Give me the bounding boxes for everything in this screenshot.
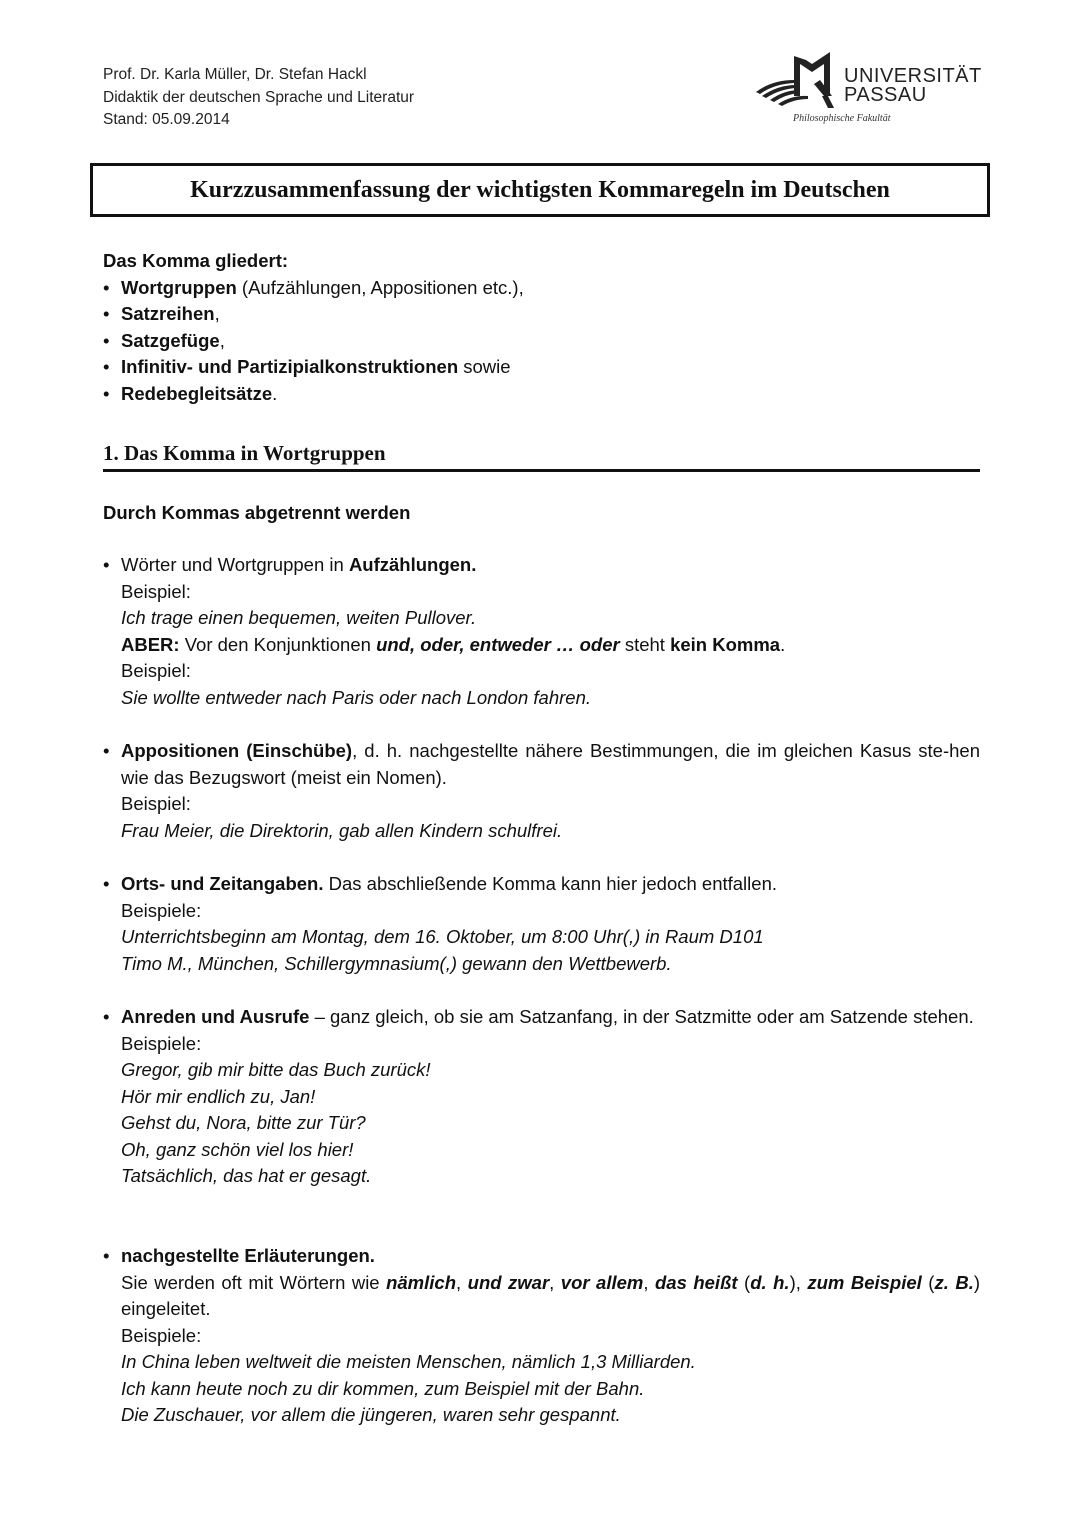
- rule-term: Aufzählungen.: [348, 554, 477, 575]
- example-text: Ich kann heute noch zu dir kommen, zum Beispiel mit der Bahn.: [121, 1377, 645, 1399]
- list-item-text: sowie: [458, 356, 511, 377]
- rule-text: Das abschließende Komma kann hier jedoch entfallen.: [323, 873, 777, 894]
- list-item: [103, 275, 983, 302]
- university-logo: [752, 50, 992, 130]
- bullet-icon: •: [103, 740, 110, 761]
- example-text: Timo M., München, Schillergymnasium(,) gewann den Wettbewerb.: [121, 952, 672, 974]
- document-title-box: [90, 163, 990, 217]
- example-text: Unterrichtsbeginn am Montag, dem 16. Oktober, um 8:00 Uhr(,) in Raum D101: [121, 926, 764, 947]
- example-label: Beispiel:: [121, 660, 191, 681]
- example-text: Die Zuschauer, vor allem die jüngeren, waren sehr gespannt.: [121, 1404, 621, 1425]
- intro-section: [103, 248, 983, 407]
- rule-anreden-ausrufe: [103, 1004, 980, 1190]
- example-text: In China leben weltweit die meisten Menschen, nämlich 1,3 Milliarden.: [121, 1351, 696, 1372]
- section-lead: Durch Kommas abgetrennt werden: [103, 502, 411, 523]
- example-label: Beispiele:: [121, 1324, 202, 1346]
- example-text: Gregor, gib mir bitte das Buch zurück!: [121, 1059, 431, 1080]
- example-text: Sie wollte entweder nach Paris oder nach London fahren.: [121, 686, 591, 708]
- example-text: Oh, ganz schön viel los hier!: [121, 1138, 354, 1160]
- rule-text: – ganz gleich, ob sie am Satzanfang, in der Satzmitte oder am Satzende stehen.: [309, 1006, 974, 1027]
- example-text: Hör mir endlich zu, Jan!: [121, 1085, 316, 1107]
- list-item-bold: Wortgruppen: [121, 276, 237, 298]
- logo-text-passau: PASSAU: [844, 84, 927, 106]
- example-text: Tatsächlich, das hat er gesagt.: [121, 1165, 372, 1186]
- rule-term: nachgestellte Erläuterungen.: [121, 1245, 375, 1266]
- rule-text: Wörter und Wortgruppen in: [121, 554, 349, 575]
- example-text: Ich trage einen bequemen, weiten Pullover.: [121, 607, 477, 628]
- intro-heading: Das Komma gliedert:: [103, 250, 289, 271]
- list-item: [103, 301, 983, 328]
- rule-aufzaehlungen: [103, 552, 980, 711]
- aber-note: ABER: Vor den Konjunktionen und, oder, entweder … oder steht kein Komma.: [121, 633, 786, 655]
- rule-orts-zeitangaben: [103, 871, 980, 977]
- list-item-text: (Aufzählungen, Appositionen etc.),: [236, 276, 524, 298]
- document-title: Kurzzusammenfassung der wichtigsten Kommaregeln im Deutschen: [190, 177, 890, 203]
- section-heading: 1. Das Komma in Wortgruppen: [103, 438, 980, 472]
- list-item-bold: Redebegleitsätze: [121, 382, 273, 404]
- authors: Prof. Dr. Karla Müller, Dr. Stefan Hackl: [103, 66, 367, 83]
- intro-list: [103, 275, 983, 408]
- list-item: [103, 354, 983, 381]
- example-text: Gehst du, Nora, bitte zur Tür?: [121, 1112, 366, 1133]
- rule-term: Appositionen (Einschübe): [121, 740, 353, 761]
- list-item-text: ,: [214, 303, 220, 324]
- rule-erlaeuterungen: [103, 1243, 980, 1429]
- bullet-icon: •: [103, 554, 110, 575]
- example-label: Beispiel:: [121, 580, 191, 602]
- list-item-text: ,: [219, 329, 225, 351]
- example-label: Beispiele:: [121, 1032, 202, 1054]
- bullet-icon: •: [103, 1245, 110, 1266]
- passau-emblem-icon: [752, 50, 844, 112]
- rule-text: , d. h. nachgestellte nähere Bestimmungen, die im gleichen Kasus ste-hen wie das Bezugswort (meist ein Nomen).: [121, 740, 980, 788]
- list-item-bold: Satzgefüge: [121, 329, 220, 351]
- document-meta: [103, 64, 414, 132]
- rule-term: Orts- und Zeitangaben.: [121, 873, 324, 894]
- rule-appositionen: [103, 738, 980, 844]
- list-item-bold: Infinitiv- und Partizipialkonstruktionen: [121, 356, 459, 377]
- list-item: [103, 381, 983, 408]
- date: Stand: 05.09.2014: [103, 111, 230, 128]
- logo-text-universitaet: UNIVERSITÄT: [844, 65, 982, 87]
- example-text: Frau Meier, die Direktorin, gab allen Kindern schulfrei.: [121, 819, 563, 841]
- department: Didaktik der deutschen Sprache und Literatur: [103, 88, 415, 106]
- example-label: Beispiel:: [121, 793, 191, 814]
- logo-faculty: Philosophische Fakultät: [793, 113, 891, 124]
- list-item: [103, 328, 983, 355]
- bullet-icon: •: [103, 1006, 110, 1027]
- rule-text: Sie werden oft mit Wörtern wie nämlich, und zwar, vor allem, das heißt (d. h.), zum Beispiel (z. B.) eingeleitet.: [121, 1271, 981, 1319]
- example-label: Beispiele:: [121, 899, 202, 921]
- bullet-icon: •: [103, 873, 110, 894]
- rule-term: Anreden und Ausrufe: [121, 1006, 310, 1027]
- list-item-bold: Satzreihen: [121, 303, 215, 324]
- list-item-text: .: [272, 382, 278, 404]
